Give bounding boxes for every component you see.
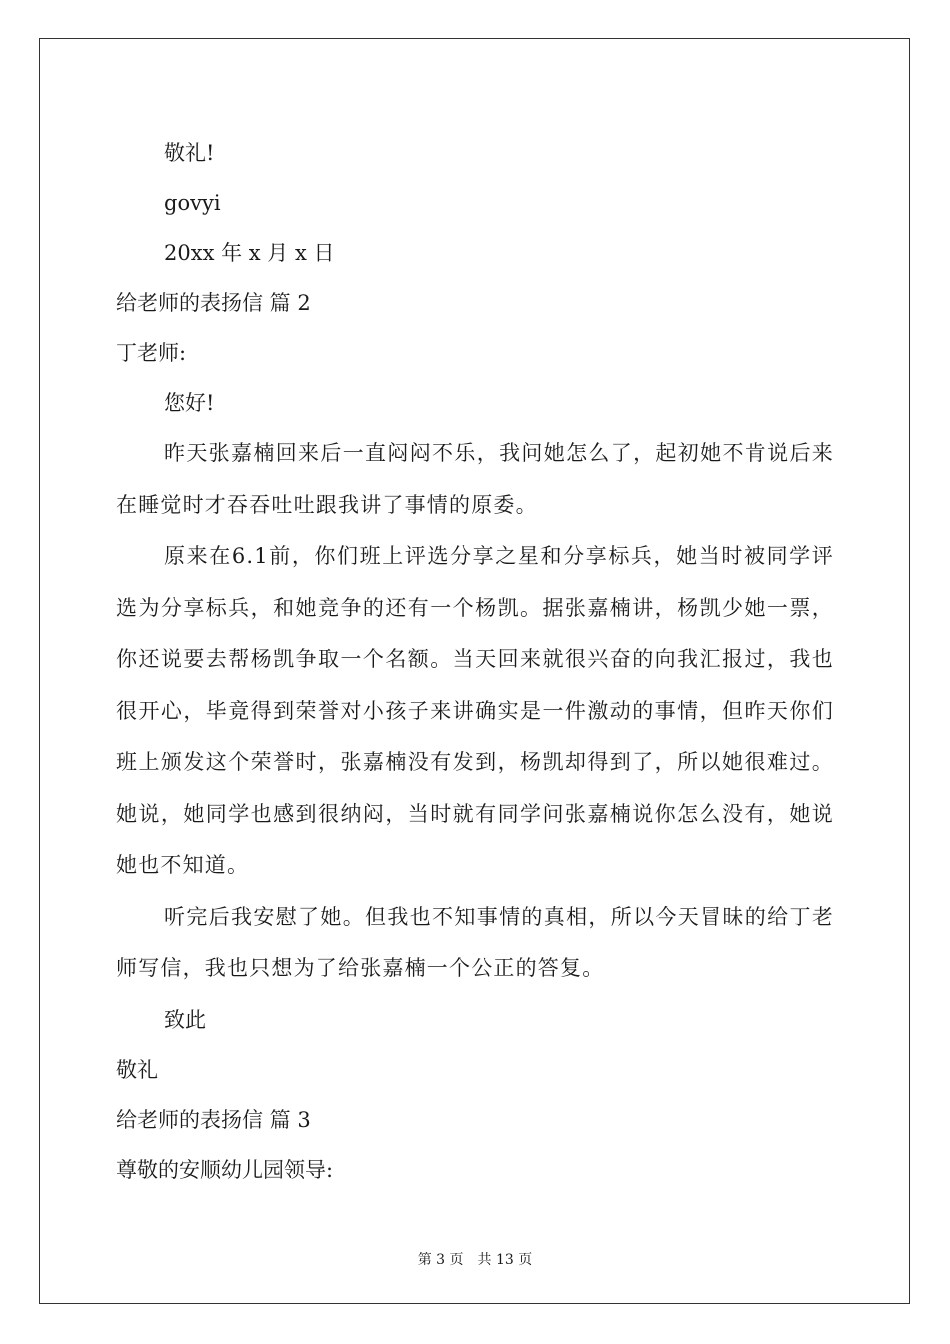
sender-name: govyi <box>164 191 221 215</box>
closing-line-2b: 敬礼 <box>116 1057 158 1082</box>
section-heading-2: 给老师的表扬信 篇 2 <box>116 291 311 315</box>
page-number: 第 3 页 <box>417 1252 464 1268</box>
page-total: 共 13 页 <box>477 1252 533 1268</box>
letter-date: 20xx 年 x 月 x 日 <box>164 241 335 265</box>
page-footer <box>0 1249 950 1269</box>
body-paragraph-1: 昨天张嘉楠回来后一直闷闷不乐，我问她怎么了，起初她不肯说后来在睡觉时才吞吞吐吐跟我讲了事情的原委。 <box>116 441 834 517</box>
document-body <box>116 128 834 1195</box>
body-paragraph-2: 原来在6.1前，你们班上评选分享之星和分享标兵，她当时被同学评选为分享标兵，和她竞争的还有一个杨凯。据张嘉楠讲，杨凯少她一票，你还说要去帮杨凯争取一个名额。当天回来就很兴奋的向我汇报过，我也很开心，毕竟得到荣誉对小孩子来讲确实是一件激动的事情，但昨天你们班上颁发这个荣誉时，张嘉楠没有发到，杨凯却得到了，所以她很难过。她说，她同学也感到很纳闷，当时就有同学问张嘉楠说你怎么没有，她说她也不知道。 <box>116 544 834 877</box>
salutation-2: 丁老师: <box>116 341 187 365</box>
closing-line: 敬礼! <box>164 141 215 165</box>
salutation-3: 尊敬的安顺幼儿园领导: <box>116 1157 334 1182</box>
closing-line-2a: 致此 <box>164 1007 206 1032</box>
body-paragraph-3: 听完后我安慰了她。但我也不知事情的真相，所以今天冒昧的给丁老师写信，我也只想为了给张嘉楠一个公正的答复。 <box>116 904 834 980</box>
section-heading-3: 给老师的表扬信 篇 3 <box>116 1107 311 1132</box>
greeting-2: 您好! <box>164 391 215 415</box>
